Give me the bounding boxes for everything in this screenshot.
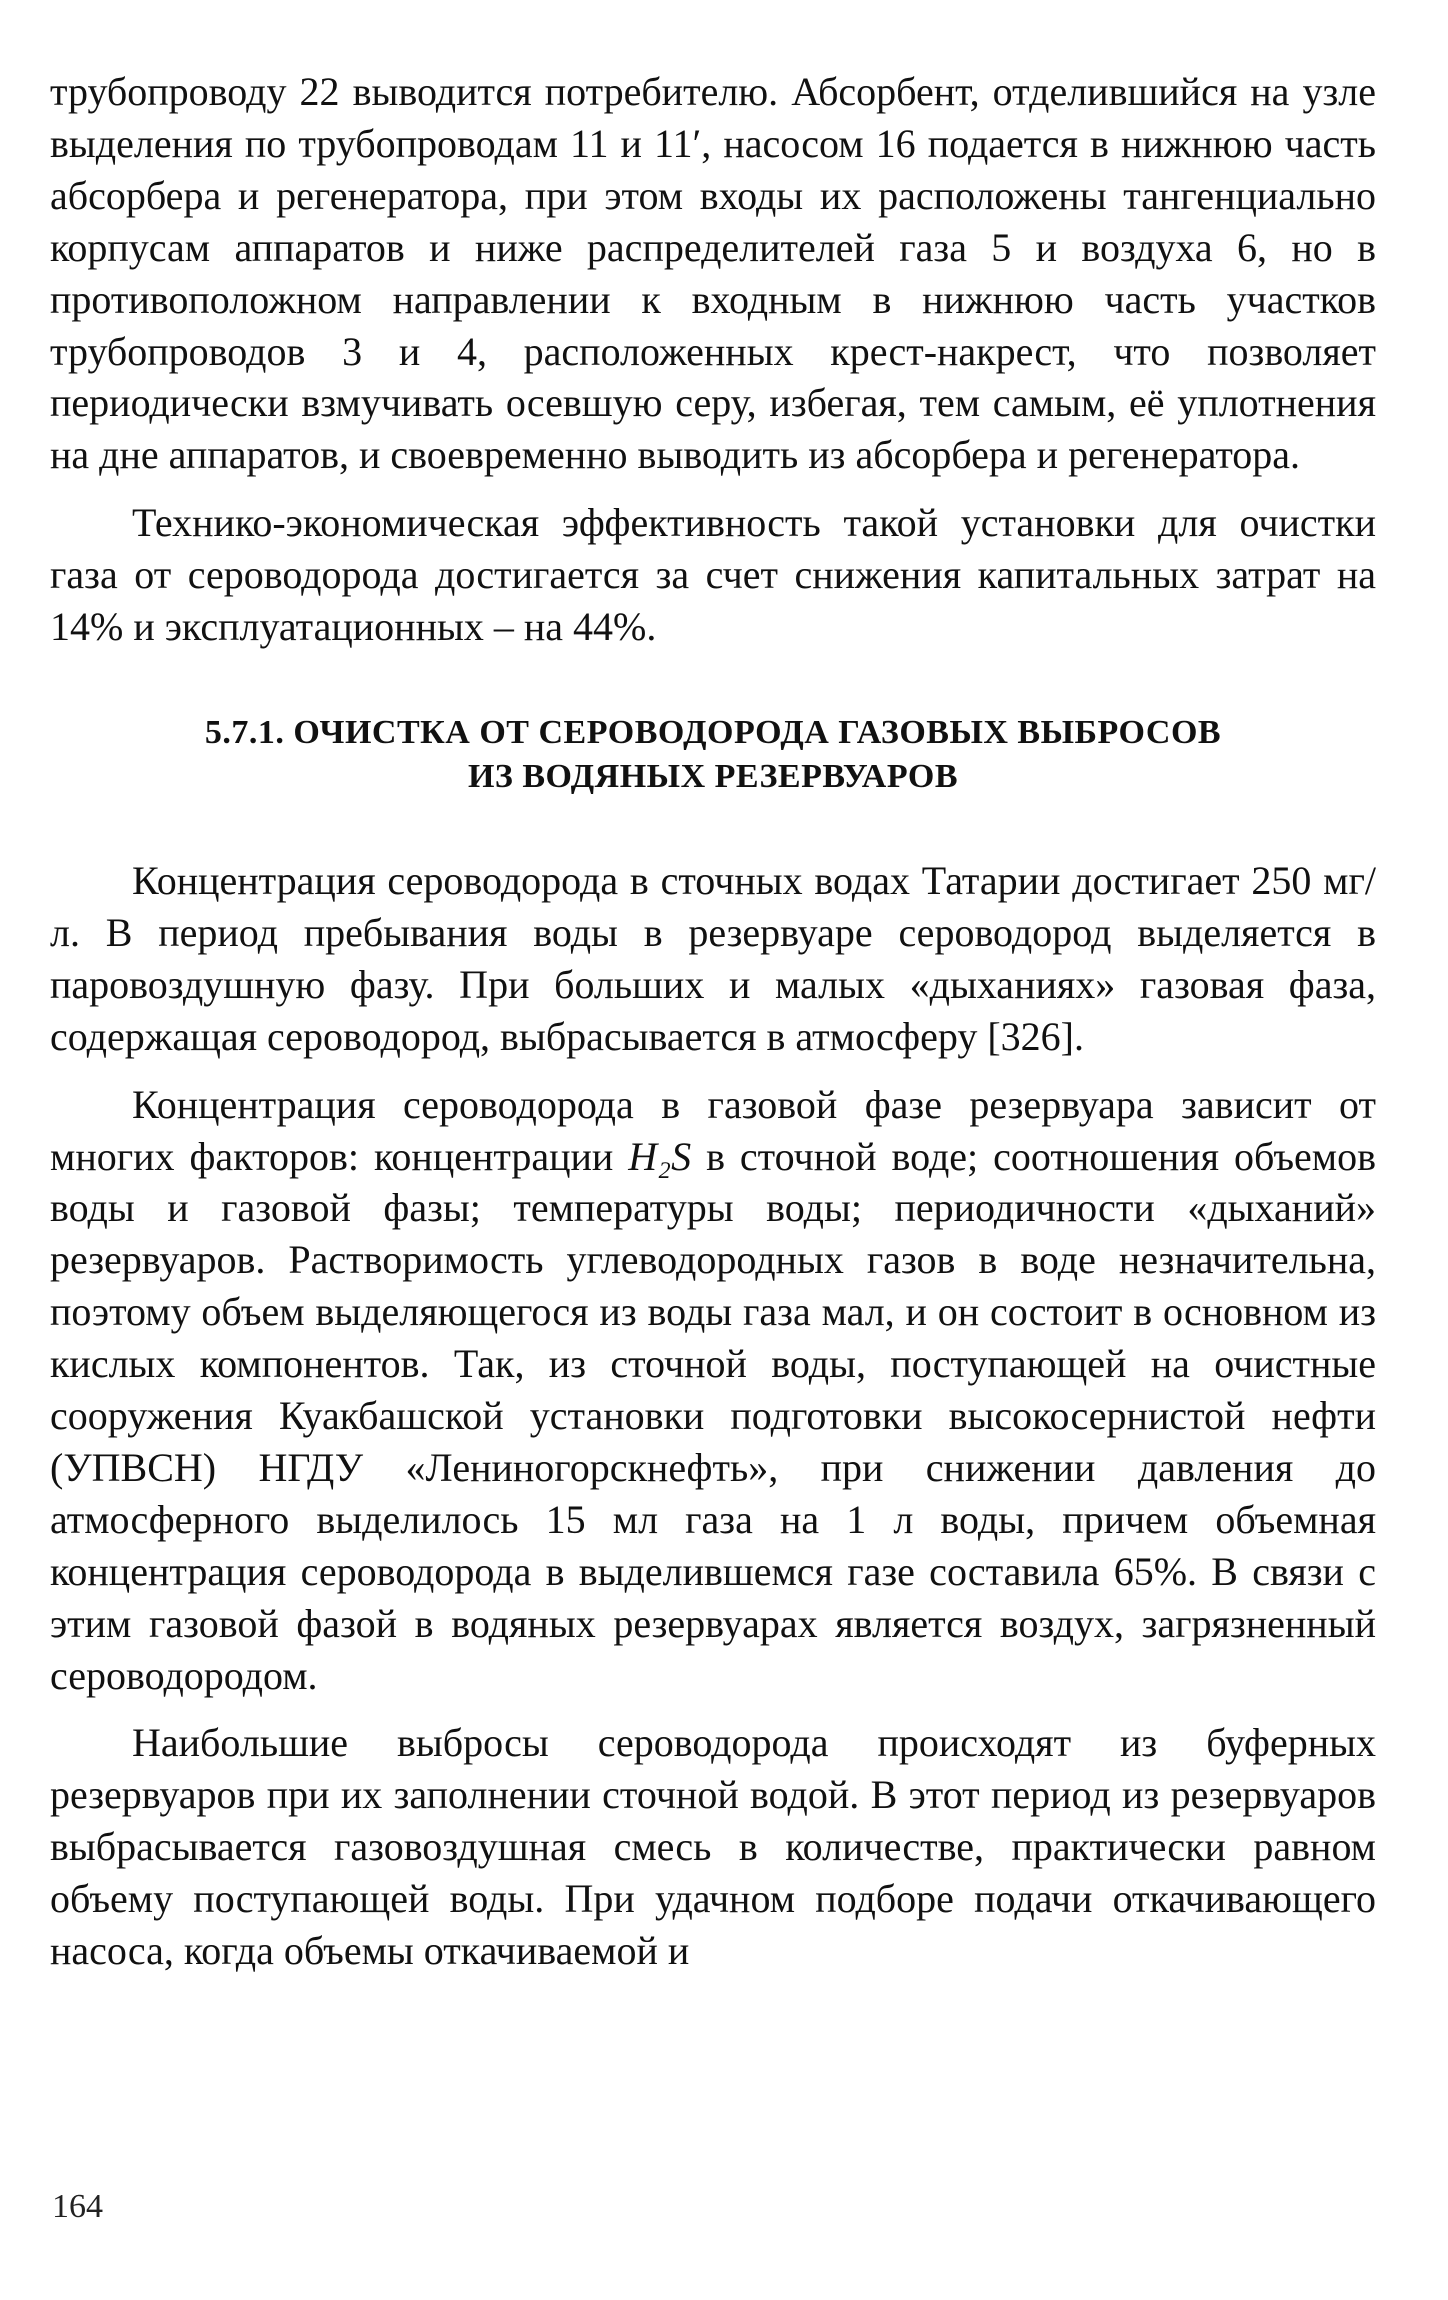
paragraph-gas-phase <box>50 1079 1376 1702</box>
page-number: 164 <box>52 2188 103 2225</box>
paragraph-efficiency: Технико-экономическая эффективность такой установки для очистки газа от сероводорода достигается за счет снижения капитальных затрат на 14% и эксплуатационных – на 44%. <box>50 500 1376 650</box>
section-heading-line-2: ИЗ ВОДЯНЫХ РЕЗЕРВУАРОВ <box>467 757 959 795</box>
section-heading-line-1: 5.7.1. ОЧИСТКА ОТ СЕРОВОДОРОДА ГАЗОВЫХ ВЫБРОСОВ <box>204 713 1222 751</box>
h2s-formula: H₂S <box>628 1133 692 1179</box>
paragraph-emissions: Наибольшие выбросы сероводорода происходят из буферных резервуаров при их заполнении сточной водой. В этот период из резервуаров выбрасывается газовоздушная смесь в количестве, практически равном объему поступающей воды. При удачном подборе подачи откачивающего насоса, когда объемы откачиваемой и <box>50 1720 1376 1974</box>
paragraph-gas-phase-end: в сточной воде; соотношения объемов воды и газовой фазы; температуры воды; периодичности «дыханий» резервуаров. Растворимость углеводородных газов в воде незначительна, поэтому объем выделяющегося из воды газа мал, и он состоит в основном из кислых компонентов. Так, из сточной воды, поступающей на очистные сооружения Куакбашской установки подготовки высокосернистой нефти (УПВСН) НГДУ «Лениногорскнефть», при снижении давления до атмосферного выделилось 15 мл газа на 1 л воды, причем объемная концентрация сероводорода в выделившемся газе составила 65%. В связи с этим газовой фазой в водяных резервуарах является воздух, загрязненный сероводородом. <box>50 1133 1376 1698</box>
section-heading <box>50 711 1376 799</box>
page-body <box>50 66 1376 1977</box>
paragraph-continuation: трубопроводу 22 выводится потребителю. Абсорбент, отделившийся на узле выделения по трубопроводам 11 и 11′, насосом 16 подается в нижнюю часть абсорбера и регенератора, при этом входы их расположены тангенциально корпусам аппаратов и ниже распределителей газа 5 и воздуха 6, но в противоположном направлении к входным в нижнюю часть участков трубопроводов 3 и 4, расположенных крест-накрест, что позволяет периодически взмучивать осевшую серу, избегая, тем самым, её уплотнения на дне аппаратов, и своевременно выводить из абсорбера и регенератора. <box>50 69 1376 478</box>
paragraph-concentration: Концентрация сероводорода в сточных водах Татарии достигает 250 мг/л. В период пребывания воды в резервуаре сероводород выделяется в паровоздушную фазу. При больших и малых «дыханиях» газовая фаза, содержащая сероводород, выбрасывается в атмосферу [326]. <box>50 857 1376 1059</box>
paragraph-gas-phase-start: Концентрация сероводорода в газовой фазе резервуара зависит от многих факторов: концентрации <box>50 1081 1376 1179</box>
